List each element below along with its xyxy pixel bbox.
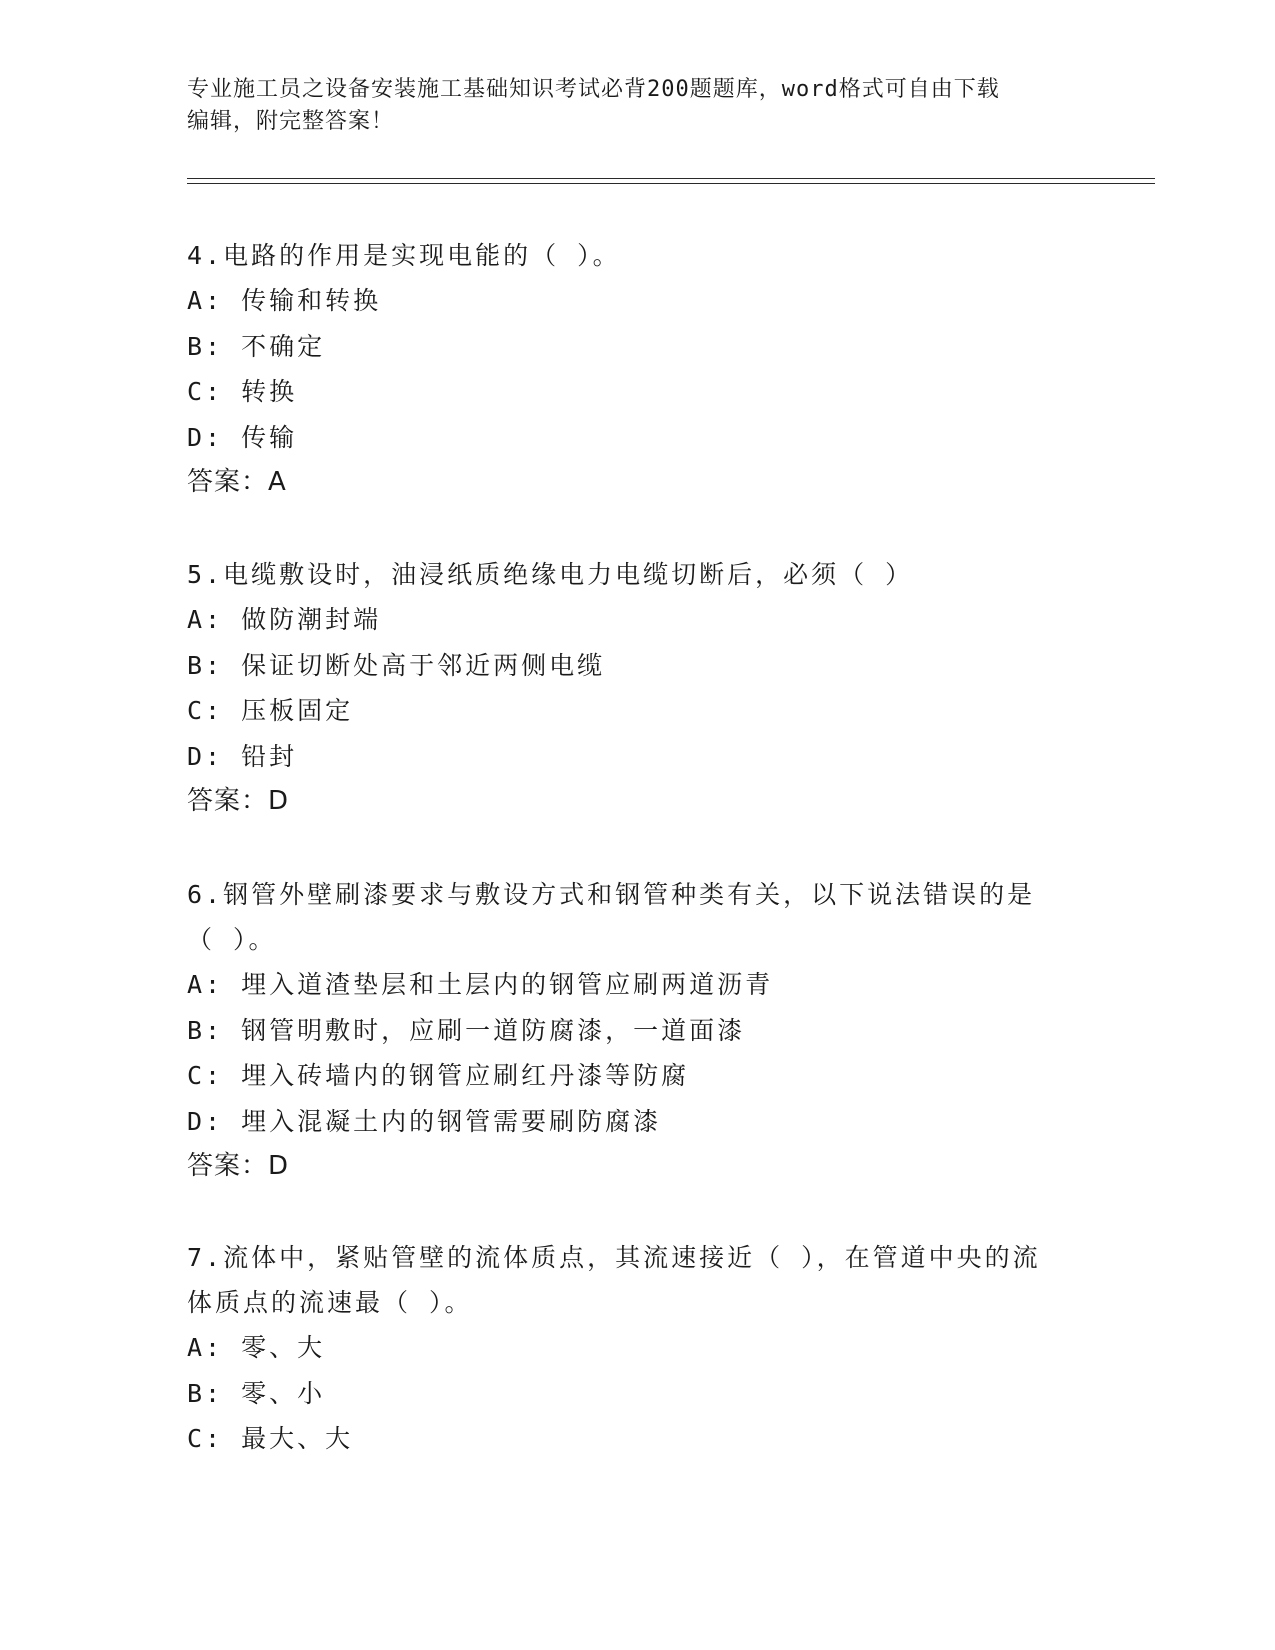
option-b: B: 钢管明敷时，应刷一道防腐漆，一道面漆 [187, 1015, 746, 1045]
option-c: C: 埋入砖墙内的钢管应刷红丹漆等防腐 [187, 1061, 690, 1090]
document-header [187, 74, 1067, 138]
answer: 答案：D [187, 1151, 290, 1181]
question-stem-line-1: 7.流体中，紧贴管壁的流体质点，其流速接近（ ），在管道中央的流 [187, 1243, 1041, 1272]
question-6 [187, 872, 1087, 1189]
option-a: A: 零、大 [187, 1333, 326, 1362]
question-7 [187, 1235, 1087, 1462]
option-d: D: 铅封 [187, 741, 298, 771]
option-b: B: 不确定 [187, 331, 326, 361]
option-a: A: 做防潮封端 [187, 605, 382, 634]
header-divider-top [187, 178, 1155, 179]
question-stem-line-1: 6.钢管外壁刷漆要求与敷设方式和钢管种类有关，以下说法错误的是 [187, 880, 1036, 909]
question-stem: 4.电路的作用是实现电能的（ ）。 [187, 241, 621, 270]
option-d: D: 埋入混凝土内的钢管需要刷防腐漆 [187, 1106, 662, 1136]
answer: 答案：D [187, 786, 290, 816]
answer: 答案：A [187, 467, 287, 497]
option-c: C: 最大、大 [187, 1424, 354, 1453]
option-b: B: 保证切断处高于邻近两侧电缆 [187, 650, 606, 680]
option-a: A: 传输和转换 [187, 286, 382, 315]
option-d: D: 传输 [187, 422, 298, 452]
question-stem-line-2: （ ）。 [187, 925, 277, 954]
question-4 [187, 233, 1087, 505]
option-a: A: 埋入道渣垫层和土层内的钢管应刷两道沥青 [187, 970, 774, 999]
header-line-1: 专业施工员之设备安装施工基础知识考试必背200题题库，word格式可自由下载 [187, 77, 1000, 102]
option-c: C: 压板固定 [187, 696, 354, 725]
question-stem: 5.电缆敷设时，油浸纸质绝缘电力电缆切断后，必须（ ） [187, 560, 914, 589]
header-divider-bottom [187, 183, 1155, 184]
question-5 [187, 552, 1087, 824]
header-line-2: 编辑，附完整答案！ [187, 109, 395, 134]
question-stem-line-2: 体质点的流速最（ ）。 [187, 1288, 473, 1317]
option-b: B: 零、小 [187, 1378, 326, 1408]
option-c: C: 转换 [187, 377, 298, 406]
